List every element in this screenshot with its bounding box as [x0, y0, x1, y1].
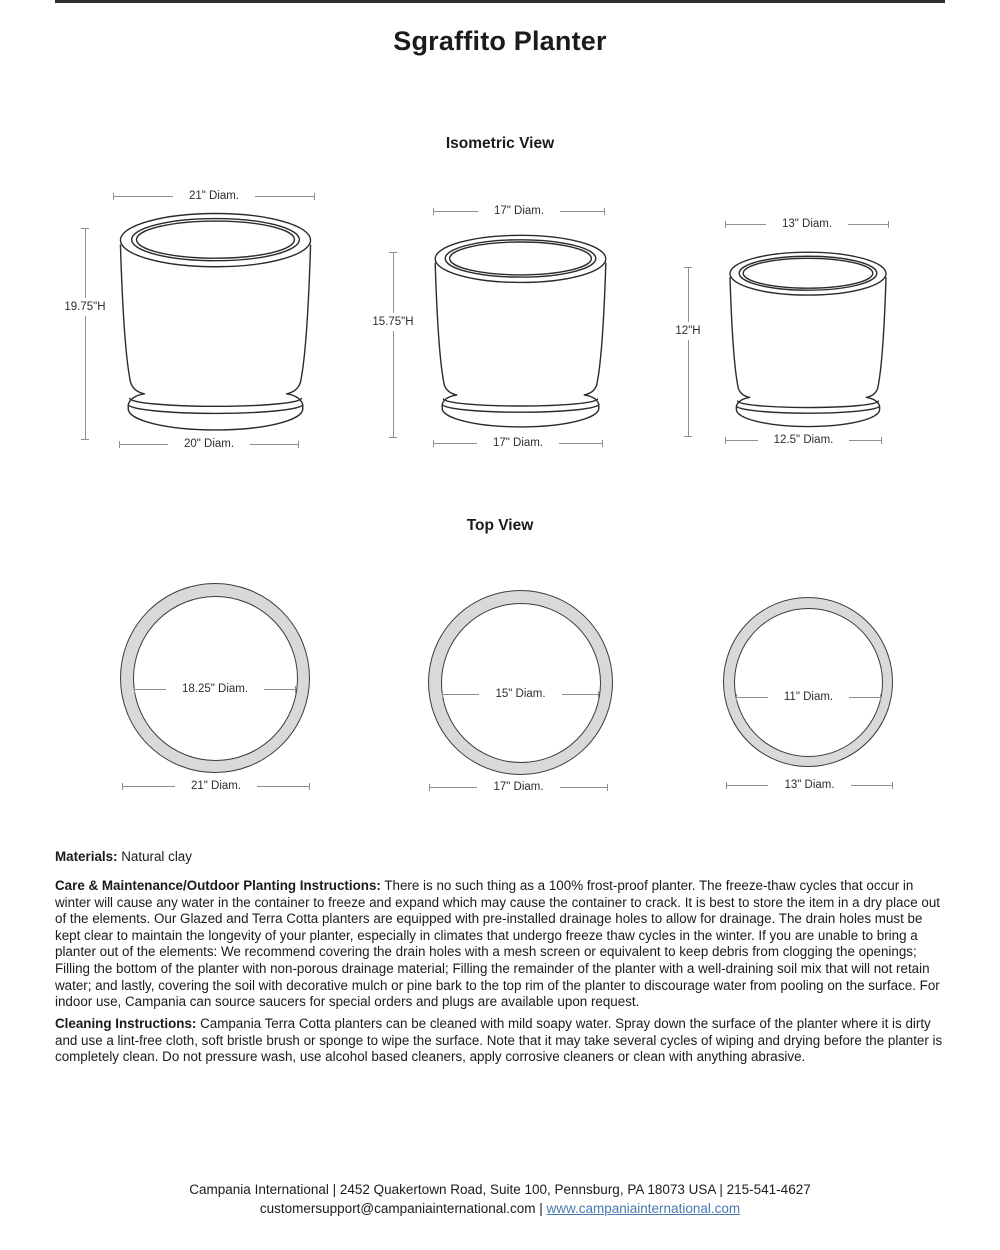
cleaning-label: Cleaning Instructions: [55, 1016, 197, 1031]
dim-label: 17" Diam. [493, 781, 544, 793]
top-view-ring-small [723, 597, 893, 767]
dim-topview-outer-medium [429, 780, 608, 794]
section-title-isometric-view: Isometric View [445, 135, 555, 152]
dim-line [443, 694, 479, 695]
dim-tick [607, 784, 608, 791]
top-view-opening-large [133, 596, 298, 761]
footer-separator: | [535, 1201, 547, 1216]
dim-line [727, 785, 768, 786]
dim-label: 17" Diam. [492, 437, 544, 449]
footer-divider [55, 0, 945, 3]
dim-line [688, 340, 689, 436]
dim-line [430, 787, 477, 788]
dim-label: 15" Diam. [495, 688, 546, 700]
dim-topview-inner-medium [442, 687, 599, 701]
dim-tick [602, 440, 603, 447]
dim-line [848, 224, 888, 225]
materials-line [55, 849, 945, 866]
dim-line [688, 268, 689, 322]
footer-address: Campania International | 2452 Quakertown Road, Suite 100, Pennsburg, PA 18073 USA | 215-541-4627 [189, 1182, 811, 1197]
dim-top-diameter-large [113, 189, 315, 203]
dim-topview-outer-small [726, 778, 893, 792]
dim-line [560, 211, 604, 212]
planter-line-art [120, 214, 310, 430]
dim-line [257, 786, 309, 787]
dim-line [726, 224, 766, 225]
footer-website-link[interactable]: www.campaniainternational.com [546, 1201, 741, 1216]
planter-line-art [435, 235, 606, 427]
dim-label: 18.25" Diam. [181, 683, 249, 695]
dim-line [726, 440, 758, 441]
dim-line [264, 689, 295, 690]
dim-label: 12"H [675, 325, 701, 337]
dim-tick [604, 208, 605, 215]
dim-topview-inner-small [736, 690, 881, 704]
dim-line [849, 697, 880, 698]
dim-line [123, 786, 175, 787]
dim-line [85, 316, 86, 439]
dim-line [559, 443, 602, 444]
dim-line [849, 440, 881, 441]
dim-line [434, 211, 478, 212]
dim-tick [684, 436, 692, 437]
dim-tick [314, 193, 315, 200]
dim-label: 17" Diam. [493, 205, 545, 217]
dim-line [560, 787, 607, 788]
dim-label: 12.5" Diam. [773, 434, 834, 446]
top-view-ring-medium [428, 590, 613, 775]
dim-label: 13" Diam. [784, 779, 835, 791]
dim-label: 15.75"H [372, 315, 414, 328]
footer-contact [0, 1201, 1000, 1216]
dim-bottom-diameter-small [725, 433, 882, 447]
dim-line [114, 196, 173, 197]
dim-line [562, 694, 598, 695]
dim-height-small [666, 267, 710, 437]
dim-line [250, 444, 298, 445]
dim-bottom-diameter-large [119, 437, 299, 451]
dim-line [434, 443, 477, 444]
materials-value: Natural clay [117, 849, 192, 864]
dim-line [393, 331, 394, 437]
planter-line-art [730, 252, 886, 426]
dim-tick [888, 221, 889, 228]
dim-tick [880, 694, 881, 701]
cleaning-text: Campania Terra Cotta planters can be cleaned with mild soapy water. Spray down the surface of the planter where it is dirty and use a lint-free cloth, soft bristle brush or sponge to wipe the surface. Note that it may take several cycles of wiping and drying before the planter is completely clean. Do not pressure wash, use alcohol based cleaners, apply corrosive cleaners or clean with anything abrasive. [55, 1016, 943, 1065]
dim-top-diameter-medium [433, 204, 605, 218]
planter-isometric-drawing-large [118, 212, 313, 438]
dim-topview-outer-large [122, 779, 310, 793]
dim-topview-inner-large [134, 682, 296, 696]
dim-bottom-diameter-medium [433, 436, 603, 450]
dim-tick [881, 437, 882, 444]
top-view-ring-large [120, 583, 310, 773]
dim-tick [295, 686, 296, 693]
dim-label: 11" Diam. [783, 691, 834, 703]
care-label: Care & Maintenance/Outdoor Planting Instructions: [55, 878, 381, 893]
dim-line [255, 196, 314, 197]
dim-tick [309, 783, 310, 790]
dim-line [85, 229, 86, 298]
section-title-top-view: Top View [466, 517, 534, 534]
dim-line [120, 444, 168, 445]
top-view-opening-small [734, 608, 883, 757]
dim-line [851, 785, 892, 786]
footer-email: customersupport@campaniainternational.com [259, 1201, 536, 1216]
dim-tick [598, 691, 599, 698]
dim-height-large [63, 228, 107, 440]
care-maintenance-paragraph [55, 878, 945, 1011]
dim-line [737, 697, 768, 698]
dim-line [135, 689, 166, 690]
dim-label: 19.75"H [64, 301, 106, 314]
dim-label: 13" Diam. [781, 218, 833, 230]
dim-label: 21" Diam. [188, 190, 240, 202]
dim-tick [81, 439, 89, 440]
dim-tick [298, 441, 299, 448]
dim-tick [389, 437, 397, 438]
planter-isometric-drawing-small [728, 251, 888, 433]
page-title: Sgraffito Planter [393, 26, 607, 56]
dim-tick [892, 782, 893, 789]
dim-label: 21" Diam. [190, 780, 242, 792]
dim-top-diameter-small [725, 217, 889, 231]
dim-height-medium [371, 252, 415, 438]
cleaning-paragraph [55, 1016, 945, 1066]
materials-label: Materials: [55, 849, 118, 864]
planter-isometric-drawing-medium [433, 234, 608, 434]
top-view-opening-medium [441, 603, 601, 763]
dim-label: 20" Diam. [183, 438, 235, 450]
dim-line [393, 253, 394, 313]
care-text: There is no such thing as a 100% frost-proof planter. The freeze-thaw cycles that occur in winter will cause any water in the container to freeze and expand which may cause the container to crack. It is best to store the item in a dry place out of the elements. Our Glazed and Terra Cotta planters are equipped with pre-installed drainage holes to allow for drainage. The drain holes must be kept clear to maintain the longevity of your planter, especially in climates that undergo freeze thaw cycles in the winter. If you are unable to bring a planter out of the elements: We recommend covering the drain holes with a mesh screen or equivalent to keep debris from clogging the openings; Filling the bottom of the planter with non-porous drainage material; Filling the remainder of the planter with a well-draining soil mix that will not retain water; and lastly, covering the soil with decorative mulch or pine bark to the top rim of the planter to discourage water from pooling on the surface. For indoor use, Campania can source saucers for special orders and plugs are available upon request. [55, 878, 940, 1010]
